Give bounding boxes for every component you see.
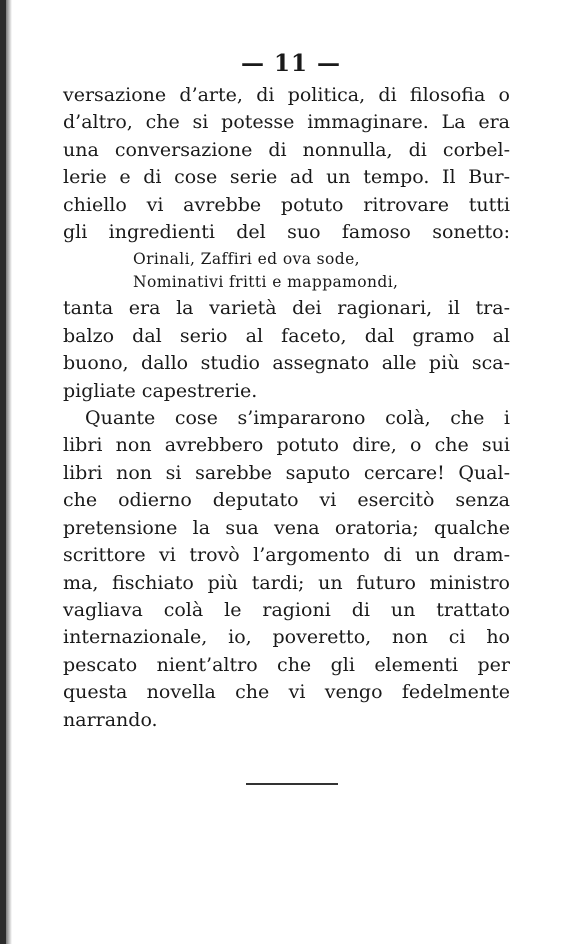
paragraph-1-rest (63, 295, 510, 405)
text-line: pigliate capestrerie. (63, 379, 258, 402)
text-line: tanta era la varietà dei ragionari, il tra- (63, 297, 510, 320)
text-line: narrando. (63, 708, 158, 731)
text-line: libri non avrebbero potuto dire, o che sui (63, 434, 510, 457)
text-line: versazione d’arte, di politica, di filosofia o (63, 84, 510, 106)
text-line: ma, fischiato più tardi; un futuro ministro (63, 571, 510, 594)
text-line: gli ingredienti del suo famoso sonetto: (63, 221, 510, 244)
paragraph-1-opening (63, 82, 510, 246)
text-line: buono, dallo studio assegnato alle più sca- (63, 352, 510, 375)
text-line: Quante cose s’impararono colà, che i (85, 407, 510, 430)
text-line: vagliava colà le ragioni di un trattato (63, 598, 510, 621)
text-line: chiello vi avrebbe potuto ritrovare tutti (63, 193, 510, 216)
text-line: questa novella che vi vengo fedelmente (63, 681, 510, 704)
text-line: pescato nient’altro che gli elementi per (63, 653, 510, 676)
text-line: pretensione la sua vena oratoria; qualche (63, 516, 510, 539)
paragraph-2 (63, 405, 510, 734)
verse-line: Orinali, Zaffiri ed ova sode, (133, 250, 360, 269)
verse-line: Nominativi fritti e mappamondi, (133, 273, 399, 292)
text-line: che odierno deputato vi esercitò senza (63, 489, 510, 512)
page-binding-shadow (6, 0, 12, 944)
text-line: balzo dal serio al faceto, dal gramo al (63, 324, 510, 347)
section-divider-rule (246, 783, 338, 785)
text-line: lerie e di cose serie ad un tempo. Il Bur- (63, 166, 510, 189)
text-line: libri non si sarebbe saputo cercare! Qual- (63, 461, 510, 484)
text-line: internazionale, io, poveretto, non ci ho (63, 626, 510, 649)
body-text (63, 82, 510, 734)
verse-quotation (63, 248, 510, 294)
text-line: d’altro, che si potesse immaginare. La era (63, 111, 510, 134)
page-number: — 11 — (240, 50, 342, 77)
text-line: scrittore vi trovò l’argomento di un dram- (63, 544, 510, 567)
text-line: una conversazione di nonnulla, di corbel- (63, 138, 510, 161)
